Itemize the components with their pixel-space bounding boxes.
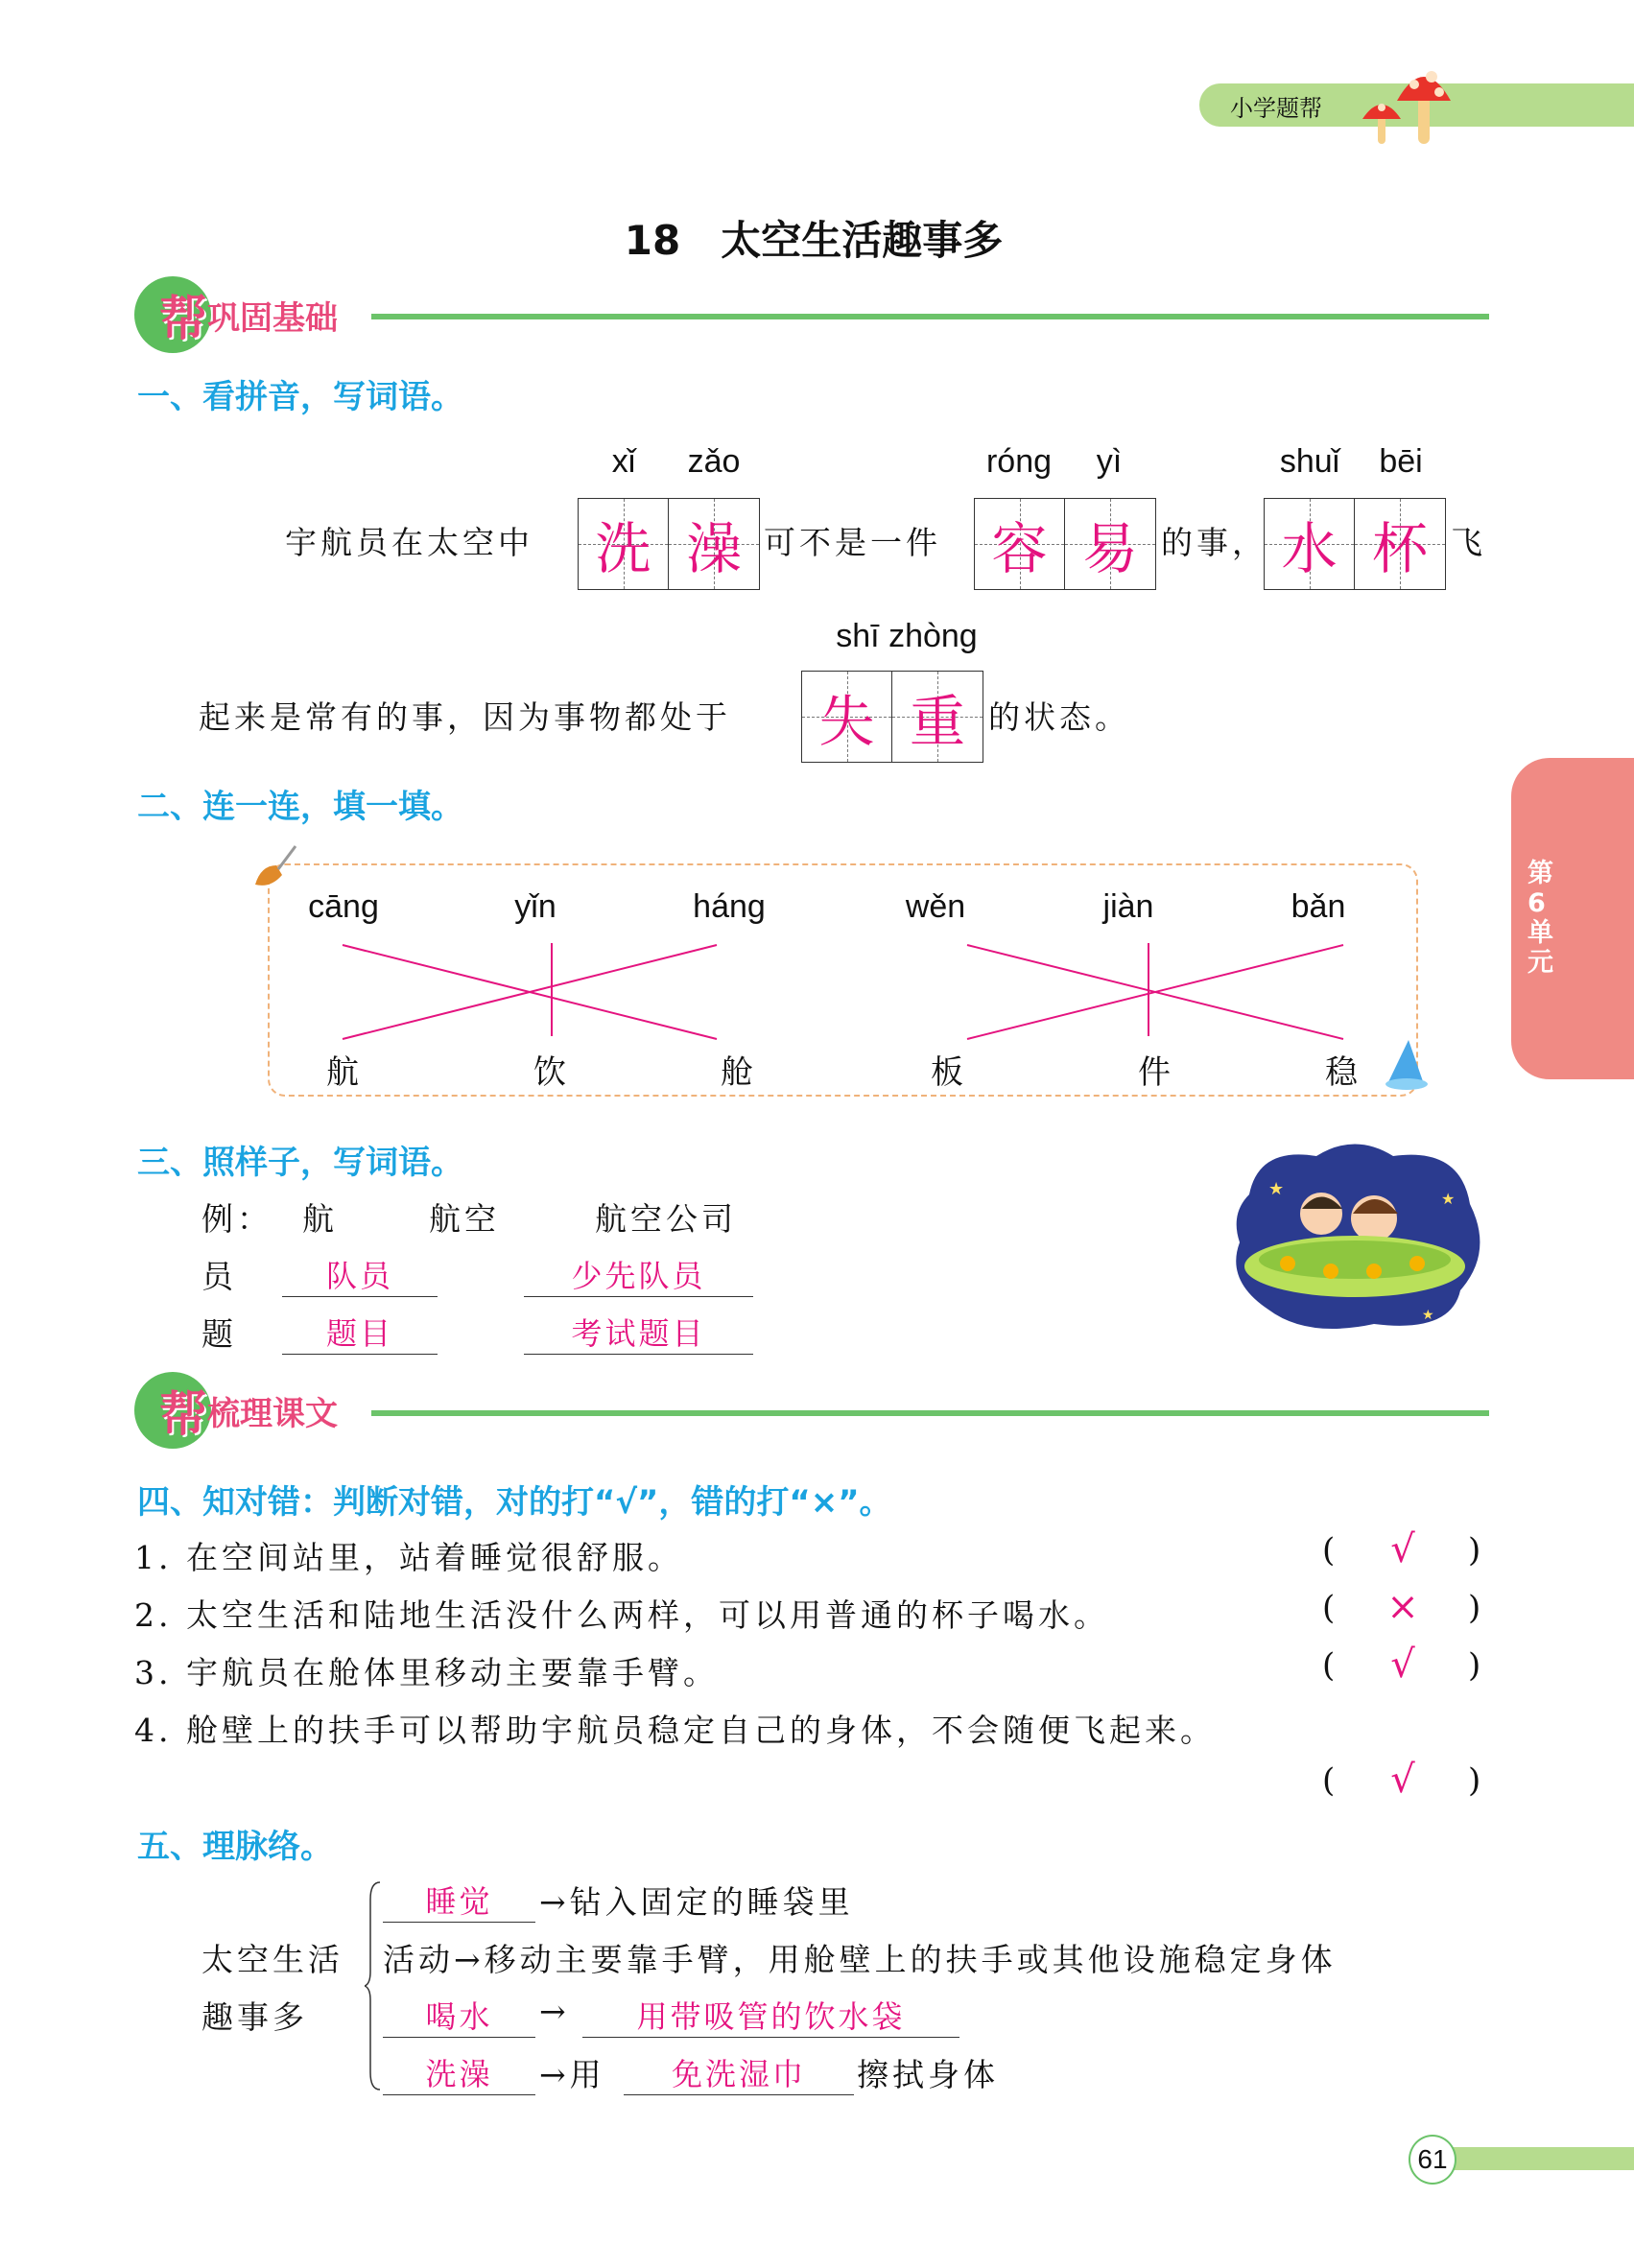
answer-blank: 喝水: [383, 1993, 535, 2038]
page-bar: [1439, 2147, 1634, 2170]
q5-heading: 五、理脉络。: [137, 1828, 333, 1866]
bang-label: 帮: [159, 1386, 207, 1442]
answer-char: 容: [991, 516, 1048, 581]
cross-mark: ×: [1386, 1585, 1419, 1629]
answer-blank: 少先队员: [524, 1252, 753, 1297]
tree-text: →用: [539, 2056, 605, 2093]
tree-root: 趣事多: [201, 1998, 308, 2036]
q1-heading: 一、看拼音，写词语。: [137, 378, 463, 416]
paren-open: (: [1322, 1646, 1336, 1685]
judge-item: 1. 在空间站里，站着睡觉很舒服。: [134, 1539, 683, 1576]
unit-label: 第6单元: [1527, 859, 1553, 978]
check-mark: √: [1390, 1527, 1415, 1571]
paren-close: ): [1468, 1646, 1481, 1685]
pinyin: róng: [985, 443, 1053, 480]
judge-item: 2. 太空生活和陆地生活没什么两样，可以用普通的杯子喝水。: [134, 1596, 1109, 1634]
pinyin: shī zhòng: [836, 618, 978, 654]
char: 航: [326, 1053, 359, 1092]
row-char: 题: [201, 1315, 237, 1353]
answer-blank: 睡觉: [383, 1878, 535, 1923]
char: 舱: [721, 1053, 753, 1092]
page-title: 18 太空生活趣事多: [624, 217, 1004, 264]
paren-open: (: [1322, 1761, 1336, 1800]
answer-char: 失: [818, 689, 875, 754]
answer-blank: 用带吸管的饮水袋: [582, 1993, 959, 2038]
answer-blank: 考试题目: [524, 1310, 753, 1355]
paren-close: ): [1468, 1531, 1481, 1570]
char: 饮: [533, 1053, 566, 1092]
pinyin: jiàn: [1102, 888, 1154, 925]
pinyin: háng: [693, 888, 766, 925]
paren-close: ): [1468, 1761, 1481, 1800]
paren-open: (: [1322, 1531, 1336, 1570]
sentence-text: 起来是常有的事，因为事物都处于: [199, 698, 731, 736]
answer-char: 澡: [685, 516, 742, 581]
svg-text:★: ★: [1268, 1179, 1285, 1199]
pinyin: xǐ: [611, 443, 636, 480]
sentence-text: 可不是一件: [764, 524, 941, 561]
section-label: 梳理课文: [207, 1394, 338, 1433]
answer-char: 重: [909, 689, 965, 754]
answer-blank: 队员: [282, 1252, 438, 1297]
answer-char: 洗: [595, 516, 651, 581]
example-word: 航空: [429, 1200, 500, 1238]
page-number: 61: [1409, 2135, 1456, 2185]
pinyin: zǎo: [687, 443, 741, 480]
answer-blank: 题目: [282, 1310, 438, 1355]
pinyin: yǐn: [514, 888, 557, 925]
pinyin: bǎn: [1291, 888, 1346, 925]
pinyin: bēi: [1379, 443, 1423, 480]
pinyin: cāng: [308, 888, 379, 925]
example-label: 例：: [201, 1200, 272, 1238]
brand-label: 小学题帮: [1230, 96, 1322, 122]
row-char: 员: [201, 1258, 237, 1295]
paren-close: ): [1468, 1589, 1481, 1627]
sentence-text: 飞: [1451, 524, 1486, 561]
char: 板: [931, 1053, 963, 1092]
q2-heading: 二、连一连，填一填。: [137, 788, 463, 826]
brace: [365, 1880, 384, 2091]
tree-text: 活动→移动主要靠手臂，用舱壁上的扶手或其他设施稳定身体: [383, 1941, 1337, 1978]
q4-heading: 四、知对错：判断对错，对的打“√”，错的打“×”。: [137, 1483, 892, 1522]
answer-blank: 免洗湿巾: [624, 2050, 854, 2095]
judge-item: 4. 舱壁上的扶手可以帮助宇航员稳定自己的身体，不会随便飞起来。: [134, 1712, 1216, 1749]
sentence-text: 的事，: [1161, 524, 1267, 561]
paren-open: (: [1322, 1589, 1336, 1627]
pinyin: wěn: [905, 888, 966, 925]
arrow: →: [539, 1993, 570, 2030]
sentence-text: 的状态。: [988, 698, 1130, 736]
tree-root: 太空生活: [201, 1941, 343, 1978]
check-mark: √: [1390, 1642, 1415, 1687]
answer-char: 易: [1081, 516, 1138, 581]
judge-item: 3. 宇航员在舱体里移动主要靠手臂。: [134, 1654, 719, 1691]
section-header-review: [134, 1367, 338, 1453]
section-label: 巩固基础: [207, 298, 338, 338]
bang-label: 帮: [159, 291, 207, 346]
spaceship-illustration: [1230, 1137, 1484, 1334]
answer-blank: 洗澡: [383, 2050, 535, 2095]
pinyin: yì: [1096, 443, 1123, 480]
answer-char: 水: [1281, 516, 1338, 581]
svg-text:★: ★: [1441, 1190, 1456, 1208]
answer-char: 杯: [1371, 516, 1428, 581]
char: 件: [1138, 1053, 1171, 1092]
check-mark: √: [1390, 1758, 1415, 1802]
example-word: 航: [302, 1200, 338, 1238]
example-word: 航空公司: [595, 1200, 737, 1238]
pinyin: shuǐ: [1279, 443, 1340, 480]
svg-text:★: ★: [1422, 1308, 1434, 1323]
q3-heading: 三、照样子，写词语。: [137, 1144, 463, 1182]
tree-text: 擦拭身体: [857, 2056, 999, 2093]
char: 稳: [1325, 1053, 1358, 1092]
sentence-text: 宇航员在太空中: [285, 524, 533, 561]
tree-text: →钻入固定的睡袋里: [539, 1883, 854, 1921]
divider: [371, 1410, 1489, 1416]
